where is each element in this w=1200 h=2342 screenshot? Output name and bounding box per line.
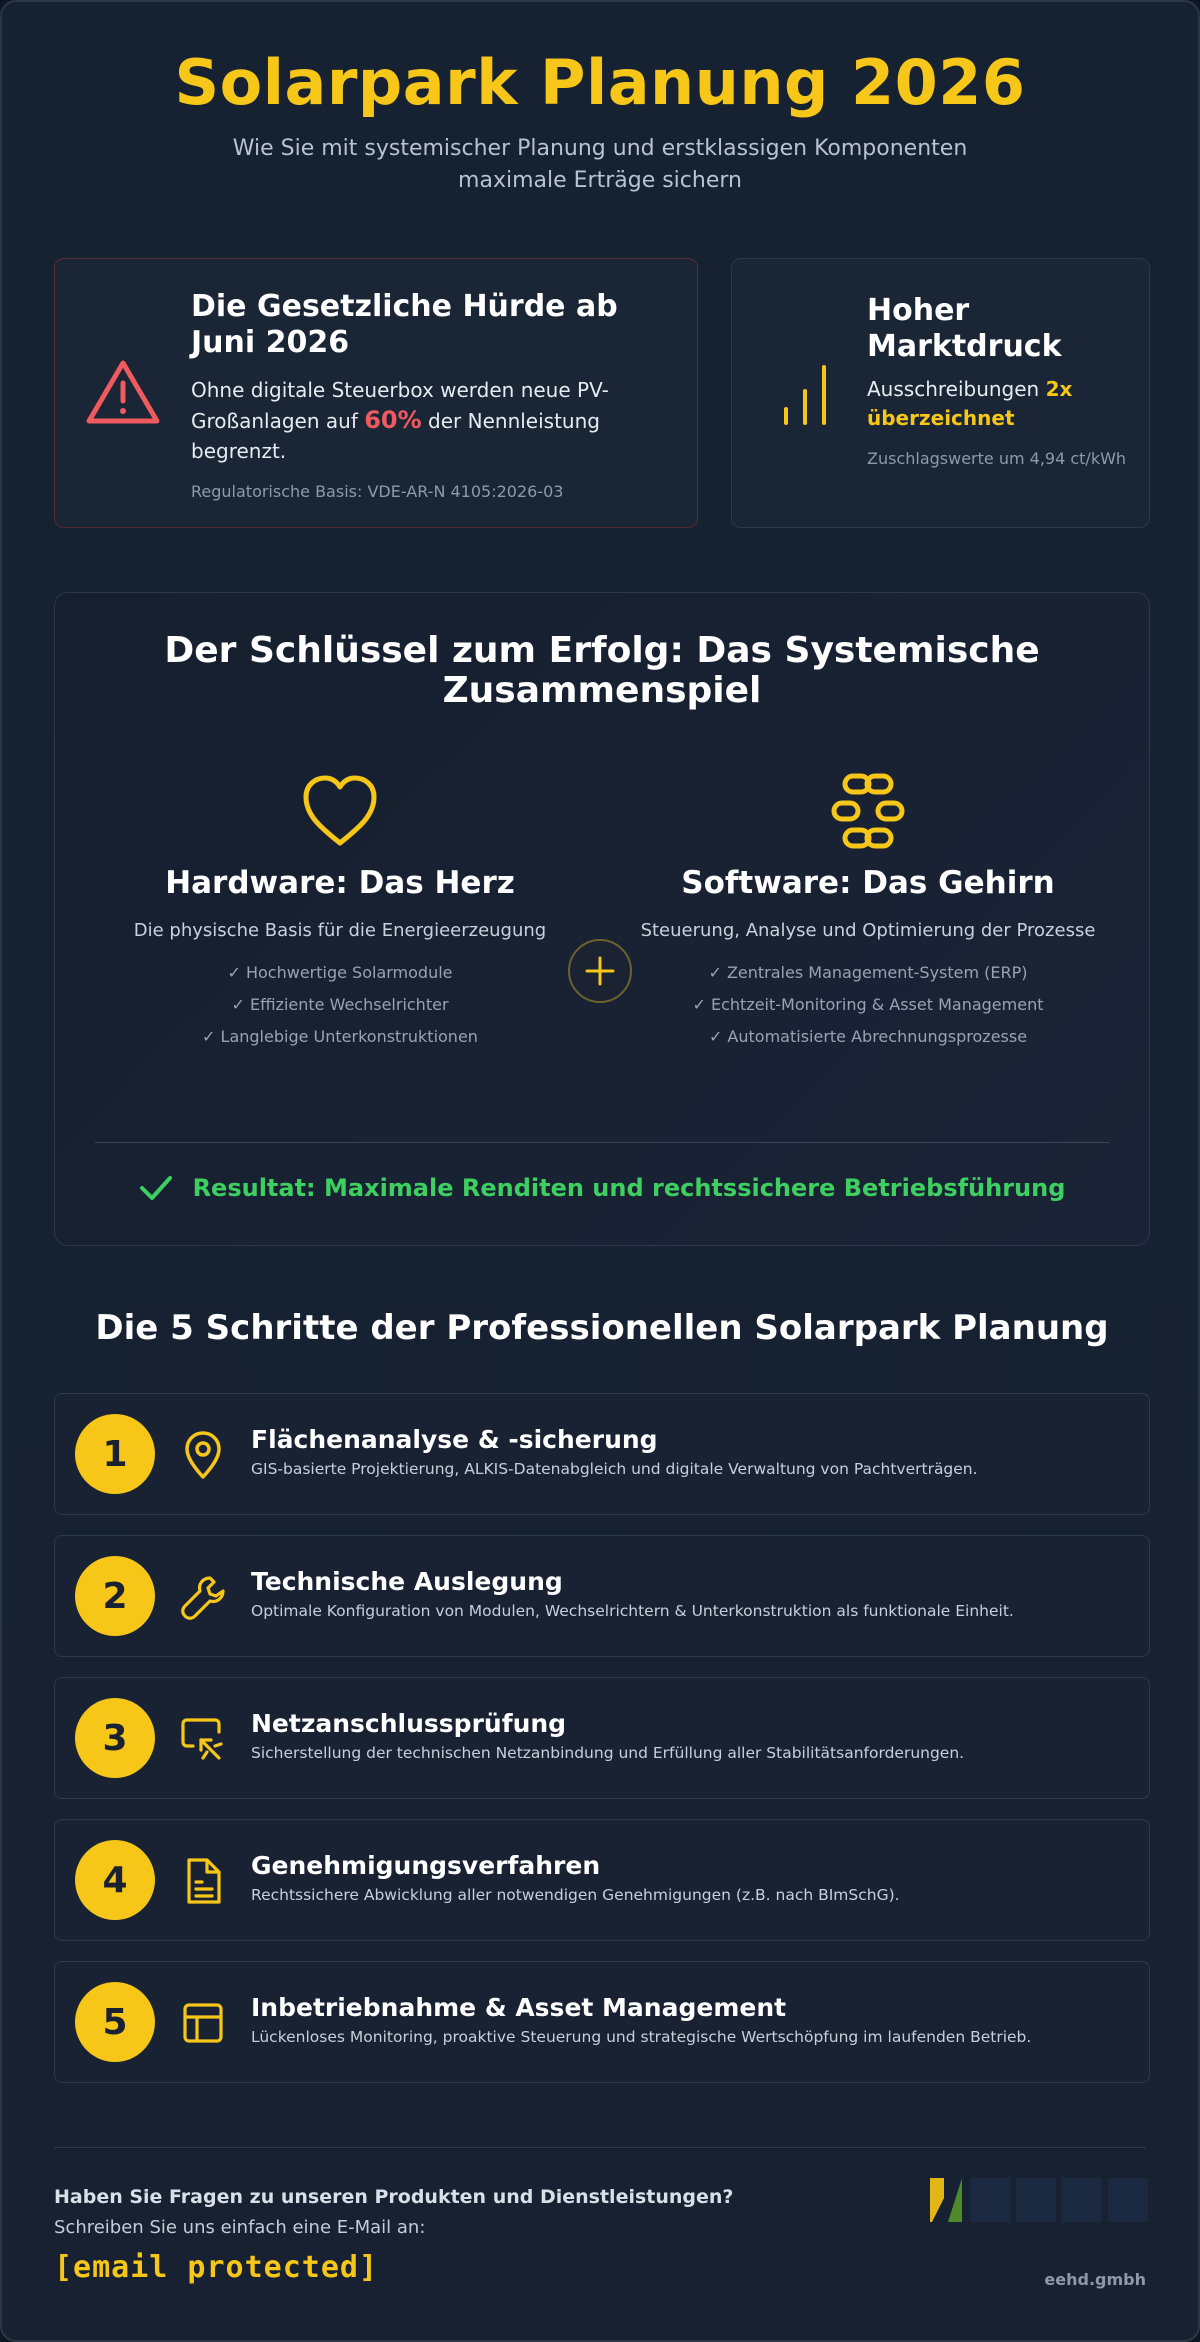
- list-item: ✓ Zentrales Management-System (ERP): [708, 963, 1028, 982]
- software-title: Software: Das Gehirn: [681, 865, 1055, 901]
- document-icon: [179, 1856, 227, 1906]
- success-key-section: [54, 592, 1150, 1246]
- step-number: 2: [75, 1556, 155, 1636]
- footer-prompt: Schreiben Sie uns einfach eine E-Mail an:: [54, 2217, 426, 2238]
- contact-email-link[interactable]: [email protected]: [54, 2250, 379, 2285]
- step-card: [54, 1535, 1150, 1657]
- list-item: ✓ Echtzeit-Monitoring & Asset Management: [692, 995, 1044, 1014]
- heart-icon: [300, 773, 380, 849]
- bar-chart-icon: [778, 359, 832, 427]
- step-number: 1: [75, 1414, 155, 1494]
- list-item: ✓ Automatisierte Abrechnungsprozesse: [708, 1027, 1028, 1046]
- result-line: [55, 1173, 1149, 1202]
- market-pressure-title: Hoher Marktdruck: [867, 293, 1062, 364]
- section-title: Der Schlüssel zum Erfolg: Das Systemische Zusammenspiel: [164, 630, 1040, 711]
- legal-hurdle-title: Die Gesetzliche Hürde ab Juni 2026: [191, 289, 618, 360]
- step-description: Rechtssichere Abwicklung aller notwendigen Genehmigungen (z.B. nach BImSchG).: [251, 1886, 900, 1904]
- step-description: Optimale Konfiguration von Modulen, Wechselrichtern & Unterkonstruktion als funktionale Einheit.: [251, 1602, 1014, 1620]
- hardware-title: Hardware: Das Herz: [165, 865, 515, 901]
- step-card: [54, 1819, 1150, 1941]
- step-description: Lückenloses Monitoring, proaktive Steuerung und strategische Wertschöpfung im laufenden Betrieb.: [251, 2028, 1032, 2046]
- step-number: 3: [75, 1698, 155, 1778]
- map-pin-icon: [179, 1430, 227, 1480]
- dashboard-icon: [179, 1998, 227, 2048]
- limit-percent: 60%: [364, 406, 422, 434]
- page-title: Solarpark Planung 2026: [174, 46, 1026, 119]
- hardware-list: [105, 957, 575, 1053]
- step-title: Inbetriebnahme & Asset Management: [251, 1993, 787, 2022]
- footer-question: Haben Sie Fragen zu unseren Produkten und Dienstleistungen?: [54, 2186, 734, 2208]
- step-title: Flächenanalyse & -sicherung: [251, 1425, 658, 1454]
- page-subtitle: Wie Sie mit systemischer Planung und erstklassigen Komponenten maximale Erträge sichern: [232, 136, 968, 193]
- result-text: Resultat: Maximale Renditen und rechtssichere Betriebsführung: [192, 1174, 1066, 1202]
- step-card: [54, 1961, 1150, 2083]
- plus-icon: [568, 939, 632, 1003]
- intro-cards: [54, 258, 1150, 528]
- wrench-icon: [179, 1572, 227, 1622]
- warning-triangle-icon: [85, 357, 161, 427]
- grid-connect-icon: [179, 1714, 227, 1764]
- company-logo: [930, 2178, 1150, 2224]
- list-item: ✓ Hochwertige Solarmodule: [227, 963, 453, 982]
- software-lead: Steuerung, Analyse und Optimierung der Prozesse: [640, 920, 1096, 941]
- hardware-column: [105, 773, 575, 1053]
- market-pressure-text: Ausschreibungen 2x überzeichnet: [867, 377, 1073, 430]
- step-card: [54, 1393, 1150, 1515]
- step-number: 4: [75, 1840, 155, 1920]
- brand-name: eehd.gmbh: [1044, 2270, 1146, 2289]
- step-card: [54, 1677, 1150, 1799]
- step-description: Sicherstellung der technischen Netzanbindung und Erfüllung aller Stabilitätsanforderungen.: [251, 1744, 965, 1762]
- check-icon: [139, 1174, 173, 1202]
- software-list: [633, 957, 1103, 1053]
- step-number: 5: [75, 1982, 155, 2062]
- footer-divider: [54, 2147, 1146, 2148]
- step-title: Technische Auslegung: [251, 1567, 563, 1596]
- regulatory-basis: Regulatorische Basis: VDE-AR-N 4105:2026-03: [191, 482, 564, 501]
- brain-icon: [828, 773, 908, 849]
- step-title: Genehmigungsverfahren: [251, 1851, 601, 1880]
- divider: [95, 1142, 1109, 1143]
- step-title: Netzanschlussprüfung: [251, 1709, 567, 1738]
- legal-hurdle-text: Ohne digitale Steuerbox werden neue PV-Großanlagen auf 60% der Nennleistung begrenzt.: [191, 378, 609, 463]
- header: [2, 2, 1198, 197]
- market-pressure-card: [731, 258, 1150, 528]
- steps-title: Die 5 Schritte der Professionellen Solarpark Planung: [95, 1308, 1109, 1348]
- step-description: GIS-basierte Projektierung, ALKIS-Datenabgleich und digitale Verwaltung von Pachtverträgen.: [251, 1460, 978, 1478]
- hardware-lead: Die physische Basis für die Energieerzeugung: [133, 920, 547, 941]
- award-values: Zuschlagswerte um 4,94 ct/kWh: [867, 449, 1127, 468]
- oversubscribed-highlight: 2x überzeichnet: [867, 377, 1073, 430]
- legal-hurdle-card: [54, 258, 698, 528]
- software-column: [633, 773, 1103, 1053]
- list-item: ✓ Langlebige Unterkonstruktionen: [202, 1027, 478, 1046]
- list-item: ✓ Effiziente Wechselrichter: [231, 995, 449, 1014]
